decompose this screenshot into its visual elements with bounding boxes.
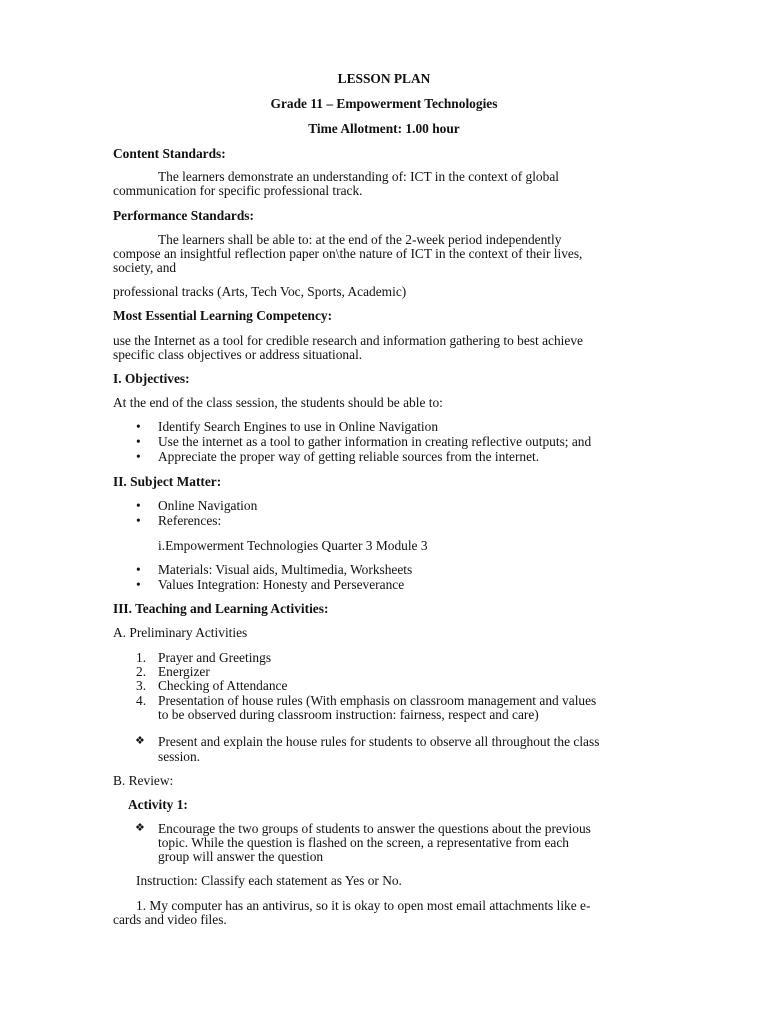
encourage-text: Encourage the two groups of students to answer the questions about the previous [158, 821, 591, 836]
list-number: 2. [136, 664, 147, 679]
competency-text: specific class objectives or address situational. [113, 347, 363, 362]
preliminary-step: Energizer [158, 664, 210, 679]
competency-heading: Most Essential Learning Competency: [113, 308, 333, 323]
subject-matter-heading: II. Subject Matter: [113, 474, 222, 489]
activities-heading: III. Teaching and Learning Activities: [113, 601, 329, 616]
content-standards-text: communication for specific professional track. [113, 183, 363, 198]
performance-standards-text: society, and [113, 260, 177, 275]
objective-item: Use the internet as a tool to gather information in creating reflective outputs; and [158, 434, 592, 449]
performance-standards-text: compose an insightful reflection paper on\the nature of ICT in the context of their lives, [113, 246, 583, 261]
preliminary-step: Presentation of house rules (With emphasis on classroom management and values [158, 693, 597, 708]
diamond-bullet-icon: ❖ [135, 735, 145, 747]
preliminary-step: Prayer and Greetings [158, 650, 272, 665]
objectives-heading: I. Objectives: [113, 371, 190, 386]
objective-item: Appreciate the proper way of getting reliable sources from the internet. [158, 449, 540, 464]
bullet-icon: • [136, 434, 141, 449]
house-rules-text: session. [158, 749, 201, 764]
list-number: 3. [136, 678, 147, 693]
bullet-icon: • [136, 562, 141, 577]
diamond-bullet-icon: ❖ [135, 822, 145, 834]
subject-item: References: [158, 513, 222, 528]
house-rules-text: Present and explain the house rules for students to observe all throughout the class [158, 734, 600, 749]
list-number: 4. [136, 693, 147, 708]
content-standards-heading: Content Standards: [113, 146, 226, 161]
review-heading: B. Review: [113, 773, 174, 788]
performance-standards-text: professional tracks (Arts, Tech Voc, Sports, Academic) [113, 284, 407, 299]
subject-item: Values Integration: Honesty and Perseverance [158, 577, 405, 592]
content-standards-text: The learners demonstrate an understanding of: ICT in the context of global [158, 169, 559, 184]
time-allotment: Time Allotment: 1.00 hour [308, 121, 460, 136]
objectives-intro: At the end of the class session, the students should be able to: [113, 395, 443, 410]
question-1: 1. My computer has an antivirus, so it is okay to open most email attachments like e- [136, 898, 591, 913]
preliminary-step-continued: to be observed during classroom instruction: fairness, respect and care) [158, 707, 539, 722]
reference-item: i.Empowerment Technologies Quarter 3 Module 3 [158, 538, 428, 553]
question-1-continued: cards and video files. [113, 912, 227, 927]
encourage-text: topic. While the question is flashed on the screen, a representative from each [158, 835, 569, 850]
instruction-text: Instruction: Classify each statement as Yes or No. [136, 873, 402, 888]
preliminary-step: Checking of Attendance [158, 678, 288, 693]
performance-standards-text: The learners shall be able to: at the end of the 2-week period independently [158, 232, 562, 247]
performance-standards-heading: Performance Standards: [113, 208, 254, 223]
competency-text: use the Internet as a tool for credible research and information gathering to best achieve [113, 333, 583, 348]
subject-item: Online Navigation [158, 498, 258, 513]
bullet-icon: • [136, 419, 141, 434]
document-title: LESSON PLAN [337, 71, 431, 86]
preliminary-heading: A. Preliminary Activities [113, 625, 248, 640]
subject-item: Materials: Visual aids, Multimedia, Worksheets [158, 562, 413, 577]
list-number: 1. [136, 650, 147, 665]
objective-item: Identify Search Engines to use in Online Navigation [158, 419, 439, 434]
bullet-icon: • [136, 577, 141, 592]
bullet-icon: • [136, 513, 141, 528]
document-subtitle: Grade 11 – Empowerment Technologies [270, 96, 498, 111]
encourage-text: group will answer the question [158, 849, 324, 864]
bullet-icon: • [136, 498, 141, 513]
bullet-icon: • [136, 449, 141, 464]
activity-1-heading: Activity 1: [128, 797, 188, 812]
